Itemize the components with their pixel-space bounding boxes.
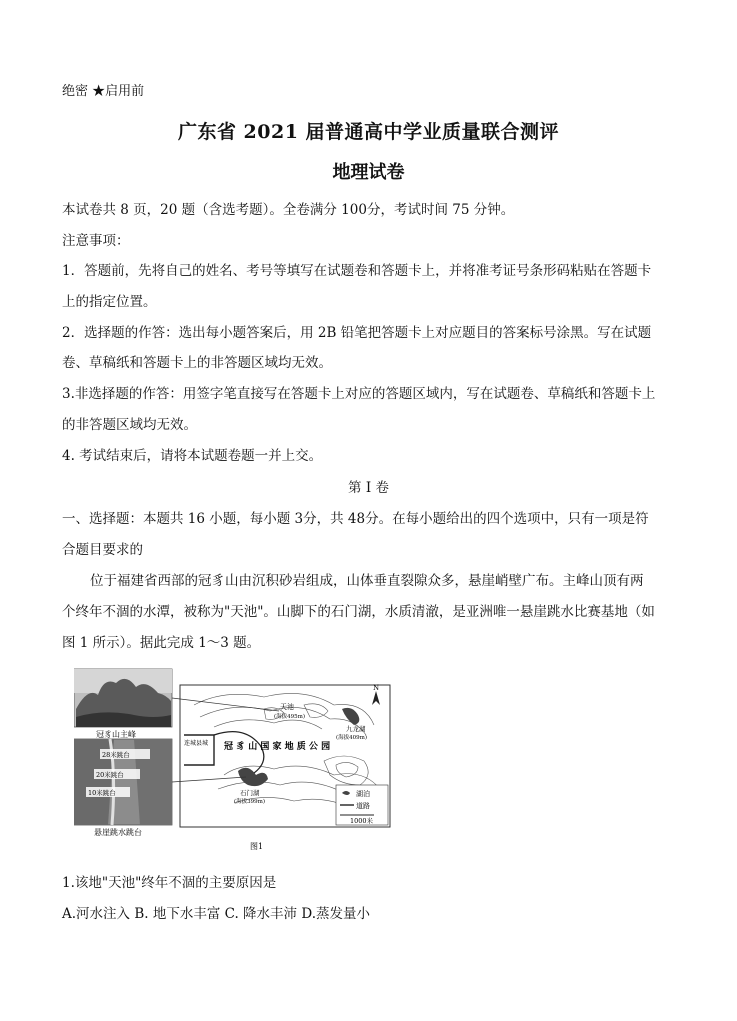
- jiulong-label: 九龙湖: [346, 725, 366, 733]
- passage-line: 位于福建省西部的冠豸山由沉积砂岩组成，山体垂直裂隙众多，悬崖峭壁广布。主峰山顶有两: [90, 573, 644, 589]
- figure-svg: [74, 665, 394, 855]
- photo2-caption: 悬崖跳水跳台: [94, 828, 142, 837]
- notice-line: 4. 考试结束后，请将本试题卷题一并上交。: [62, 448, 323, 464]
- notice-line: 3.非选择题的作答：用签字笔直接写在答题卡上对应的答题区域内，写在试题卷、草稿纸和答题卡上: [62, 386, 656, 402]
- question-options: A.河水注入 B. 地下水丰富 C. 降水丰沛 D.蒸发量小: [62, 906, 370, 922]
- notice-line: 1．答题前，先将自己的姓名、考号等填写在试题卷和答题卡上，并将准考证号条形码粘贴在答题卡: [62, 263, 652, 279]
- exam-subtitle: 地理试卷: [332, 162, 405, 183]
- notice-line: 卷、草稿纸和答题卡上的非答题区域均无效。: [62, 355, 332, 371]
- shimen-altitude: (海拔399m): [234, 799, 266, 805]
- county-road-label: 连城县城: [184, 740, 209, 747]
- passage-line: 个终年不涸的水潭，被称为"天池"。山脚下的石门湖，水质清澈，是亚洲唯一悬崖跳水比赛基地（如: [62, 604, 655, 620]
- intro-text: 本试卷共 8 页，20 题（含选考题）。全卷满分 100分，考试时间 75 分钟。: [62, 202, 515, 218]
- notice-line: 上的指定位置。: [62, 294, 157, 310]
- notice-line: 的非答题区域均无效。: [62, 417, 197, 433]
- map-title: 冠 豸 山 国 家 地 质 公 园: [224, 742, 331, 752]
- legend-lake: 湖泊: [356, 790, 370, 798]
- section-instructions: 一、选择题：本题共 16 小题，每小题 3分，共 48分。在每小题给出的四个选项中，只有一项是符: [62, 511, 649, 527]
- exam-title: 广东省 2021 届普通高中学业质量联合测评: [177, 121, 560, 143]
- section-label: 第 I 卷: [348, 480, 389, 496]
- section-instructions: 合题目要求的: [62, 542, 143, 558]
- platform-label: 28米跳台: [102, 751, 130, 759]
- platform-label: 10米跳台: [88, 789, 116, 797]
- passage-line: 图 1 所示）。据此完成 1～3 题。: [62, 635, 261, 651]
- question-stem: 1.该地"天池"终年不涸的主要原因是: [62, 875, 277, 891]
- jiulong-altitude: (海拔409m): [336, 735, 368, 741]
- platform-label: 20米跳台: [96, 771, 124, 779]
- notice-line: 2．选择题的作答：选出每小题答案后，用 2B 铅笔把答题卡上对应题目的答案标号涂黑。写在试题: [62, 325, 652, 341]
- shimen-label: 石门湖: [240, 789, 260, 797]
- tianchi-altitude: (海拔495m): [274, 714, 306, 720]
- figure-number: 图1: [250, 842, 264, 851]
- north-label: N: [373, 684, 380, 692]
- scale-label: 1000米: [350, 817, 374, 825]
- notice-title: 注意事项：: [62, 233, 130, 249]
- legend-road: 道路: [356, 802, 370, 810]
- mountain-photo: [74, 669, 172, 727]
- figure-1: [74, 665, 394, 855]
- tianchi-label: 天池: [280, 703, 294, 711]
- secret-label: 绝密 ★启用前: [62, 84, 145, 99]
- photo1-caption: 冠豸山主峰: [96, 730, 136, 739]
